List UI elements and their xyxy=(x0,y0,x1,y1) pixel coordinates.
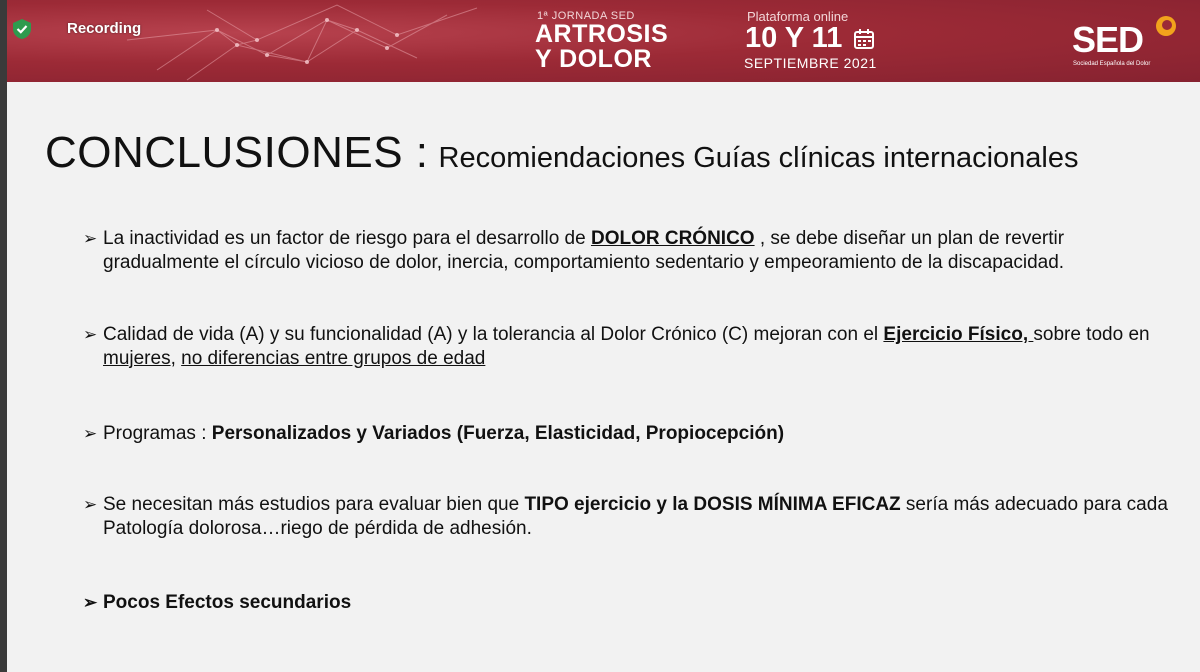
shield-check-icon xyxy=(11,18,33,40)
sed-logo-subtitle: Sociedad Española del Dolor xyxy=(1073,61,1151,67)
event-banner xyxy=(7,0,1200,82)
window-edge xyxy=(0,0,7,672)
event-title-line2: Y DOLOR xyxy=(535,45,652,73)
sed-logo: SED xyxy=(1072,19,1144,60)
recording-label: Recording xyxy=(67,20,142,37)
slide-subtitle: Recomiendaciones Guías clínicas internacionales xyxy=(438,142,1079,174)
arrow-bullet-icon: ➢ xyxy=(83,424,98,443)
arrow-bullet-icon: ➢ xyxy=(83,495,98,514)
arrow-bullet-icon: ➢ xyxy=(83,325,98,344)
event-title-line1: ARTROSIS xyxy=(535,20,669,48)
bullet-text: Calidad de vida (A) y su funcionalidad (A) y la tolerancia al Dolor Crónico (C) mejoran con el Ejercicio Físico, sobre todo en mujeres, no diferencias entre grupos de edad xyxy=(103,324,1150,369)
slide-heading xyxy=(45,128,1078,178)
sed-logo-mark-icon xyxy=(1154,14,1178,40)
arrow-bullet-icon: ➢ xyxy=(83,229,98,248)
bullet-text: Se necesitan más estudios para evaluar bien que TIPO ejercicio y la DOSIS MÍNIMA EFICAZ sería más adecuado para cada Patología dolorosa…riego de pérdida de adhesión. xyxy=(103,494,1168,539)
calendar-icon xyxy=(853,28,875,50)
event-dates: 10 Y 11 xyxy=(745,22,843,54)
slide-title: CONCLUSIONES : xyxy=(45,128,429,177)
bullet-text: Pocos Efectos secundarios xyxy=(103,592,352,613)
event-kicker: 1ª JORNADA SED xyxy=(537,10,635,22)
platform-label: Plataforma online xyxy=(747,9,849,24)
arrow-bullet-icon: ➢ xyxy=(83,593,98,612)
event-month: SEPTIEMBRE 2021 xyxy=(744,55,877,71)
bullet-text: Programas : Personalizados y Variados (Fuerza, Elasticidad, Propiocepción) xyxy=(103,423,785,444)
bullet-text: La inactividad es un factor de riesgo para el desarrollo de DOLOR CRÓNICO , se debe diseñar un plan de revertir gradualmente el círculo vicioso de dolor, inercia, comportamiento sedentario y empeoramiento de la discapacidad. xyxy=(103,228,1065,273)
